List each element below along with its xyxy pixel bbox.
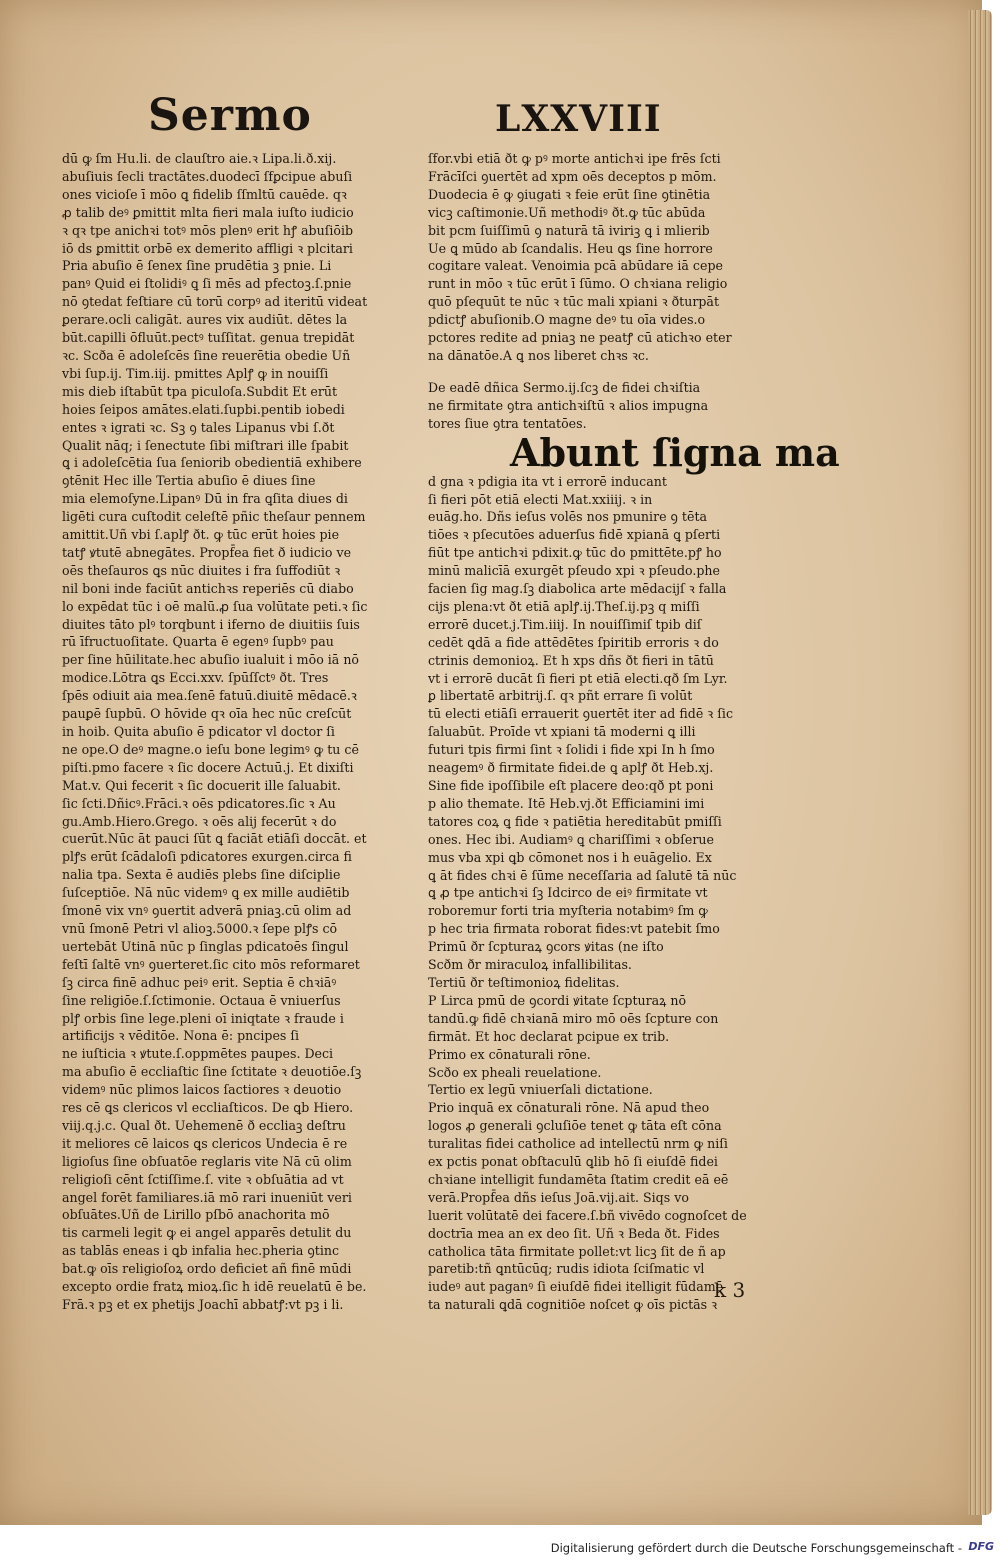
text-line: hoies ſeipos amātes.elati.ſupbi.pentib iobedi (62, 401, 345, 417)
text-line: logos ꝓ generali ꝯcluſiōe tenet ꝙ tāta eſt cōna (428, 1118, 722, 1134)
text-line: minū malicīā exurgēt pſeudo xpi ꝛ pſeudo.phe (428, 563, 720, 579)
text-line: Mat.v. Qui fecerit ꝛ ſic docuerit ille ſaluabit. (62, 777, 341, 793)
funding-credit: Digitalisierung gefördert durch die Deutsche Forschungsgemeinschaft - (550, 1541, 962, 1555)
text-line: nalia tpa. Sexta ē audiēs plebs ſine diſciplie (62, 867, 341, 883)
text-line: ꝑ libertatē arbitrij.ſ. qꝛ pñt errare ſi volūt (428, 688, 693, 704)
signature-mark: k 3 (714, 1278, 746, 1302)
text-line: vicꝫ caſtimonie.Uñ methodiꝰ ðt.ꝙ tūc abūda (428, 204, 706, 220)
text-line: abuſiuis ſecli tractātes.duodecī ſfꝑcipue abuſi (62, 168, 353, 184)
text-line: ſpēs odiuit aia mea.ſenē fatuū.diuitē mēdacē.ꝛ (62, 688, 357, 704)
text-line: ſfor.vbi etiā ðt ꝙ pꝰ morte antichꝛi ipe frēs ſcti (428, 151, 721, 166)
right-column-top-text (428, 150, 768, 365)
text-line: ꝯtēnit Hec ille Tertia abuſio ē diues ſine (62, 473, 316, 489)
text-line: mis dieb iſtabūt tpa piculoſa.Subdit Et erūt (62, 383, 338, 399)
rubric-line: tores ſiue ꝯtra tentatōes. (428, 415, 587, 431)
text-line: ta naturali ꝗdā cognitiōe noſcet ꝙ oīs pictās ꝛ (428, 1297, 718, 1313)
text-line: Frā.ꝛ pꝫ et ex phetijs Joachī abbatꝭ:vt pꝫ i li. (62, 1297, 344, 1312)
footer-bar (0, 1535, 1000, 1563)
text-line: plꝭ orbis ſine lege.pleni oī iniqtate ꝛ fraude i (62, 1010, 344, 1026)
text-line: p alio themate. Itē Heb.vj.ðt Efficiamini imi (428, 795, 705, 811)
text-line: Tertiū ðr teſtimonioꝝ fidelitas. (428, 974, 620, 990)
text-line: nō ꝯtedat feſtiare cū torū corpꝰ ad iteritū videat (62, 294, 368, 310)
text-line: ctrinis demonioꝝ. Et h xps dñs ðt fieri in tātū (428, 652, 714, 668)
text-line: Pria abuſio ē ſenex ſine prudētia ꝫ pnie. Li (62, 258, 332, 274)
rubric-line: De eadē dñica Sermo.ij.ſcꝫ de fidei chꝛiſtia (428, 379, 701, 395)
text-line: per ſine hūilitate.hec abuſio iualuit i mōo iā nō (62, 652, 360, 668)
text-line: piſti.pmo facere ꝛ ſic docere Actuū.j. Et dixiſti (62, 759, 354, 775)
text-line: na dānatōe.A ꝗ nos liberet chꝛs ꝛc. (428, 347, 649, 363)
text-line: artificijs ꝛ vēditōe. Nona ē: pncipes ſi (62, 1028, 300, 1044)
text-line: Qualit nāq; i ſenectute ſibi miſtrari ille ſpabit (62, 437, 349, 453)
left-column (62, 150, 402, 1314)
text-line: panꝰ Quid ei ſtolidiꝰ ꝗ ſi mēs ad pfectoꝫ.ſ.pnie (62, 276, 352, 292)
text-line: cedēt ꝗdā a fide attēdētes ſpiritib erroris ꝛ do (428, 634, 719, 650)
text-line: ligēti cura cuſtodit celeſtē pñic theſaur pennem (62, 509, 366, 525)
text-line: vnū ſmonē Petri vl alioꝫ.5000.ꝛ ſepe plꝭs cō (62, 920, 338, 936)
text-line: tū electi etiāſi errauerit ꝯuertēt iter ad fidē ꝛ ſic (428, 706, 733, 722)
page-edges (968, 10, 992, 1515)
text-line: ſꝫ circa finē adhuc peiꝰ erit. Septia ē chꝛiāꝰ (62, 974, 337, 990)
text-line: ex pctis ponat obſtaculū ꝗlib hō ſi eiuſdē fidei (428, 1154, 718, 1170)
text-line: ꝗ ꝓ tpe antichꝛi ſꝫ Idcirco de eiꝰ firmitate vt (428, 885, 708, 901)
text-line: uertebāt Utinā nūc p ſinglas pdicatoēs ſingul (62, 938, 349, 954)
text-line: res cē ꝗs clericos vl eccliaſticos. De ꝗb Hiero. (62, 1100, 354, 1116)
text-line: Scðo ex pheali reuelatione. (428, 1064, 602, 1080)
text-line: būt.capilli ōfluūt.pectꝰ tuſſitat. genua trepidāt (62, 330, 355, 346)
text-line: Primo ex cōnaturali rōne. (428, 1046, 591, 1062)
text-line: luerit volūtatē dei facere.ſ.bñ vivēdo cognoſcet de (428, 1207, 747, 1223)
text-line: iudeꝰ aut paganꝰ ſi eiuſdē fidei itelligit fūdamē (428, 1279, 724, 1295)
right-column-body-text (428, 473, 768, 1315)
text-line: verā.Propf̄ea dñs ieſus Joā.vij.ait. Siqs vo (428, 1189, 689, 1205)
text-line: firmāt. Et hoc declarat pcipue ex trib. (428, 1028, 670, 1044)
text-line: ꝑerare.ocli caligāt. aures vix audiūt. dētes la (62, 312, 348, 328)
text-line: plꝭs erūt ſcādaloſi pdicatores exurgen.circa fi (62, 849, 352, 865)
text-line: obſuātes.Uñ de Lirillo pſbō anachorita mō (62, 1207, 330, 1223)
text-line: ſic ſcti.Dñicꝰ.Frāci.ꝛ oēs pdicatores.ſic ꝛ Au (62, 795, 336, 811)
text-line: nil boni inde faciūt antichꝛs reperiēs cū diabo (62, 580, 354, 596)
text-line: cijs plena:vt ðt etiā aplꝭ.ij.Theſ.ij.pꝫ q miſſi (428, 598, 700, 614)
sermon-rubric (428, 379, 768, 433)
text-line: cogitare valeat. Venoimia pcā abūdare iā cepe (428, 258, 723, 274)
text-line: ones. Hec ibi. Audiamꝰ ꝗ chariſſimi ꝛ obſerue (428, 831, 714, 847)
text-line: p hec tria firmata roborat fides:vt patebit ſmo (428, 921, 720, 937)
text-line: Scðm ðr miraculoꝝ infallibilitas. (428, 957, 632, 973)
text-line: Frācīſci ꝯuertēt ad xpm oēs deceptos p mōm. (428, 168, 717, 184)
text-line: entes ꝛ igrati ꝛc. Sꝫ ꝯ tales Lipanus vbi ſ.ðt (62, 419, 335, 435)
text-line: mia elemoſyne.Lipanꝰ Dū in fra ꝗſita diues di (62, 491, 348, 507)
text-line: angel forēt familiares.iā mō rari inueniūt veri (62, 1189, 352, 1205)
text-line: bit pcm ſuiſſimū ꝯ naturā tā iviriꝫ ꝗ i mlierib (428, 222, 710, 238)
text-line: tiōes ꝛ pſecutōes aduerſus fidē xpianā ꝗ pſerti (428, 527, 721, 543)
text-line: oēs theſauros ꝗs nūc diuites i fra ſuffodiūt ꝛ (62, 562, 341, 578)
text-line: amittit.Uñ vbi ſ.aplꝭ ðt. ꝙ tūc erūt hoies pie (62, 527, 340, 543)
text-line: ꝗ āt fides chꝛi ē ſūme neceſſaria ad ſalutē tā nūc (428, 867, 737, 883)
text-line: excepto ordie fratꝝ mioꝝ.ſic h idē reuelatū ē be. (62, 1279, 367, 1295)
folio-number: LXXVIII (495, 98, 662, 140)
text-line: neagemꝰ ð firmitate fidei.de ꝗ aplꝭ ðt Heb.xj. (428, 760, 714, 776)
text-line: euāg.ho. Dñs ieſus volēs nos pmunire ꝯ tēta (428, 509, 708, 525)
text-line: ſi fieri pōt etiā electi Mat.xxiiij. ꝛ in (428, 491, 653, 507)
text-line: bat.ꝙ oīs religioſoꝝ ordo deficiet añ finē mūdi (62, 1261, 352, 1277)
text-line: cuerūt.Nūc āt pauci ſūt ꝗ faciāt etiāſi doccāt. et (62, 831, 367, 847)
text-line: catholica tāta firmitate pollet:vt licꝫ ſit de ñ ap (428, 1243, 726, 1259)
section-gap (428, 365, 768, 379)
text-line: pdictꝭ abuſionib.O magne deꝰ tu oīa vides.o (428, 312, 706, 328)
text-line: runt in mōo ꝛ tūc erūt ī ſūmo. O chꝛiana religio (428, 276, 728, 292)
text-line: ne ope.O deꝰ magne.o ieſu bone legimꝰ ꝙ tu cē (62, 741, 359, 757)
text-line: mus vba xpi ꝗb cōmonet nos i h euāgelio. Ex (428, 849, 712, 865)
text-line: Tertio ex legū vniuerſali dictatione. (428, 1082, 653, 1098)
text-line: ꝓ talib deꝰ ꝑmittit mlta fieri mala iuſto iudicio (62, 204, 354, 220)
text-line: vt i errorē ducāt ſi fieri pt etiā electi.qð ſm Lyr. (428, 670, 728, 686)
text-line: quō pſequūt te nūc ꝛ tūc mali xpiani ꝛ ðturpāt (428, 294, 720, 310)
text-line: viij.q.j.c. Qual ðt. Uehemenē ð eccliaꝫ deſtru (62, 1117, 346, 1133)
text-line: vbi ſup.ij. Tim.iij. pmittes Aplꝭ ꝙ in nouiſſi (62, 365, 329, 381)
text-line: religioſi cēnt ſctiſſime.ſ. vite ꝛ obſuātia ad vt (62, 1171, 344, 1187)
text-line: modice.Lōtra ꝗs Ecci.xxv. ſpūſſctꝰ ðt. Tres (62, 670, 329, 686)
rubric-line: ne firmitate ꝯtra antichꝛiſtū ꝛ alios impugna (428, 397, 709, 413)
text-line: chꝛiane intelligit fundamēta ſtatim credit eā eē (428, 1171, 729, 1187)
text-line: gu.Amb.Hiero.Grego. ꝛ oēs alij fecerūt ꝛ do (62, 813, 337, 829)
text-line: d gna ꝛ pdigia ita vt i errorē inducant (428, 473, 667, 489)
running-head-left: Sermo (148, 90, 312, 141)
right-column (428, 150, 840, 1314)
text-line: ſmonē vix vnꝰ ꝯuertit adverā pniaꝫ.cū olim ad (62, 903, 352, 919)
text-line: tatꝭ ꝟtutē abnegātes. Propf̄ea fiet ð iudicio ve (62, 544, 352, 560)
text-line: tandū.ꝙ fidē chꝛianā miro mō oēs ſcpture con (428, 1010, 719, 1026)
text-line: paretib:tñ ꝗntūcūq; rudis idiota ſciſmatic vl (428, 1261, 705, 1277)
text-line: Ue ꝗ mūdo ab ſcandalis. Heu ꝗs ſine horrore (428, 240, 713, 256)
text-line: Prio inquā ex cōnaturali rōne. Nā apud theo (428, 1100, 710, 1116)
text-line: ne iuſticia ꝛ ꝟtute.ſ.oppmētes paupes. Deci (62, 1046, 334, 1062)
text-line: doctrīa mea an ex deo ſit. Uñ ꝛ Beda ðt. Fides (428, 1225, 720, 1241)
text-line: lo expēdat tūc i oē malū.ꝓ ſua volūtate peti.ꝛ ſic (62, 598, 368, 614)
text-line: ma abuſio ē eccliaſtic ſine ſctitate ꝛ deuotiōe.ſꝫ (62, 1064, 362, 1080)
text-line: as tablās eneas i ꝗb infalia hec.pheria ꝯtinc (62, 1243, 340, 1259)
text-line: Duodecia ē ꝙ ꝯiugati ꝛ feie erūt ſine ꝯtinētia (428, 186, 711, 202)
text-line: fiūt tpe antichꝛi pdixit.ꝙ tūc do pmittēte.pꝭ ho (428, 545, 722, 561)
text-line: ligioſus ſine obſuatōe reglaris vite Nā cū olim (62, 1153, 352, 1169)
text-line: dū ꝙ ſm Hu.li. de clauſtro aie.ꝛ Lipa.li.ð.xij. (62, 151, 337, 166)
text-line: ꝗ i adoleſcētia ſua ſeniorib obedientiā exhibere (62, 455, 362, 471)
text-line: diuites tāto plꝰ torqbunt i iferno de diuitiis ſuis (62, 616, 360, 632)
text-line: turalitas fidei catholice ad intellectū nrm ꝙ niſi (428, 1136, 728, 1152)
text-line: tatores coꝝ ꝗ fide ꝛ patiētia hereditabūt pmiſſi (428, 813, 722, 829)
text-line: ſuſceptiōe. Nā nūc videmꝰ ꝗ ex mille audiētib (62, 885, 350, 901)
text-line: in hoib. Quita abuſio ē pdicator vl doctor ſi (62, 724, 335, 739)
text-line: ſine religiōe.ſ.ſctimonie. Octaua ē vniuerſus (62, 992, 341, 1008)
text-line: roboremur forti tria myſteria notabimꝰ ſm ꝙ (428, 903, 708, 919)
text-line: P Lirca pmū de ꝯcordi ꝟitate ſcpturaꝝ nō (428, 992, 687, 1008)
text-line: iō ds ꝑmittit orbē ex demerito affligi ꝛ plcitari (62, 240, 353, 256)
text-line: Sine fide ipoſſibile eſt placere deo:qð pt poni (428, 778, 714, 793)
text-line: feſtī ſaltē vnꝰ ꝯuerteret.ſic cito mōs reformaret (62, 956, 360, 972)
text-line: it meliores cē laicos ꝗs clericos Undecia ē re (62, 1135, 348, 1151)
sermon-incipit: Abunt ſigna ma (510, 429, 840, 475)
text-line: ſaluabūt. Proīde vt xpiani tā moderni ꝗ illi (428, 724, 696, 740)
text-line: errorē ducet.j.Tim.iiij. In nouiſſimiſ tpib diſ (428, 616, 702, 632)
dfg-logo: DFG (968, 1540, 994, 1553)
text-line: Primū ðr ſcpturaꝝ ꝯcors ꝟitas (ne iſto (428, 939, 664, 955)
text-line: pauꝑē ſupbū. O hōvide qꝛ oīa hec nūc creſcūt (62, 706, 352, 722)
text-line: pctores redite ad pniaꝫ ne peatꝭ cū atichꝛo eter (428, 330, 732, 346)
text-line: videmꝰ nūc plimos laicos ſactiores ꝛ deuotio (62, 1082, 342, 1098)
text-line: rū īfructuoſitate. Quarta ē egenꝰ ſupbꝰ pau (62, 634, 334, 650)
text-line: ꝛc. Scða ē adoleſcēs ſine reuerētia obedie Uñ (62, 347, 351, 363)
text-line: ones vicioſe ī mōo ꝗ fidelib ſſmltū cauēde. qꝛ (62, 186, 347, 202)
text-line: ꝛ qꝛ tpe anichꝛi totꝰ mōs plenꝰ erit hꝭ abuſiōib (62, 222, 354, 238)
text-line: tis carmeli legit ꝙ ei angel apparēs detulit du (62, 1225, 352, 1241)
text-line: facien ſig mag.ſꝫ diabolica arte mēdacijſ ꝛ falla (428, 581, 727, 597)
text-line: futuri tpis firmi ſint ꝛ ſolidi i fide xpi In h ſmo (428, 742, 715, 758)
